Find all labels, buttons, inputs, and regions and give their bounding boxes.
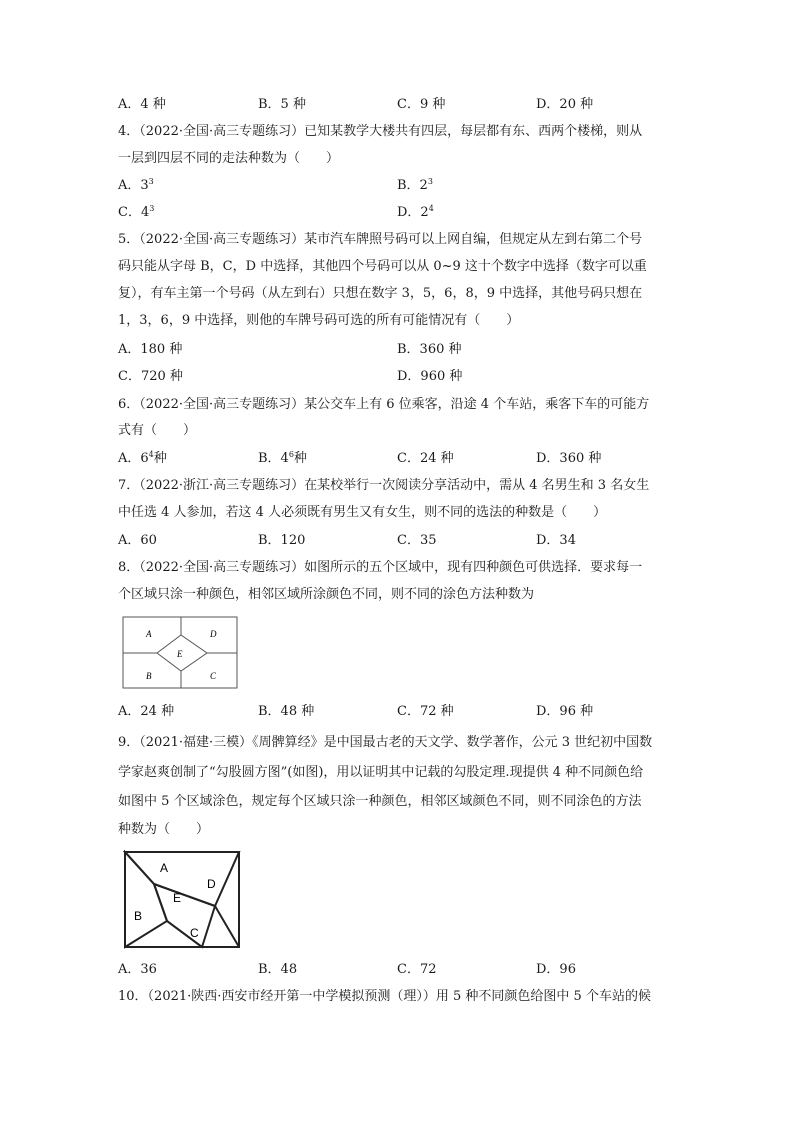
q9-label-d: D (207, 877, 216, 891)
q4-option-a: A．$3^3$ (118, 177, 154, 193)
q9-label-a: A (160, 861, 169, 875)
q7-stem-line: 7．（2022·浙江·高三专题练习）在某校举行一次阅读分享活动中，需从 4 名男生和 3 名女生 (118, 478, 650, 493)
q5-option-a: A．180 种 (118, 342, 183, 357)
q7-stem-line: 中任选 4 人参加，若这 4 人必须既有男生又有女生，则不同的选法的种数是（ ） (118, 505, 607, 520)
q9-option-d: D．96 (536, 962, 576, 977)
q5-stem-line: 5．（2022·全国·高三专题练习）某市汽车牌照号码可以上网自编，但规定从左到右第二个号 (118, 232, 643, 247)
q8-option-c: C．72 种 (397, 704, 454, 719)
q9-label-e: E (173, 891, 182, 905)
q4-stem-line: 4．（2022·全国·高三专题练习）已知某教学大楼共有四层，每层都有东、西两个楼梯，则从 (118, 124, 643, 139)
q8-option-b: B．48 种 (258, 704, 315, 719)
q9-stem-line: 学家赵爽创制了“勾股圆方图”(如图)，用以证明其中记载的勾股定理.现提供 4 种不同颜色给 (118, 765, 644, 780)
q9-region-e (154, 884, 215, 947)
q6-option-c: C．24 种 (397, 451, 454, 466)
q8-option-d: D．96 种 (536, 704, 594, 719)
q5-stem-line: 码只能从字母 B，C，D 中选择，其他四个号码可以从 0~9 这十个数字中选择（数字可以重 (118, 259, 647, 274)
q9-option-b: B．48 (258, 962, 298, 977)
q9-label-c: C (190, 926, 199, 940)
q5-stem-line: 复），有车主第一个号码（从左到右）只想在数字 3，5，6，8，9 中选择，其他号码只想在 (118, 286, 643, 301)
q7-option-d: D．34 (536, 533, 576, 548)
q8-label-c: C (210, 671, 217, 681)
q9-gougu-square-diagram (123, 850, 241, 950)
q9-diagram-divider (215, 906, 239, 947)
q8-label-e: E (177, 649, 183, 659)
q8-label-a: A (146, 629, 152, 639)
q5-option-c: C．720 种 (118, 369, 183, 384)
q7-option-b: B．120 (258, 533, 306, 548)
q9-stem-line: 9．（2021·福建·三模）《周髀算经》是中国最古老的天文学、数学著作，公元 3 世纪初中国数 (118, 735, 653, 750)
q6-option-b: B．$4^6$种 (258, 450, 307, 466)
q6-option-a: A．$6^4$种 (118, 450, 167, 466)
q6-stem-line: 6．（2022·全国·高三专题练习）某公交车上有 6 位乘客，沿途 4 个车站，乘客下车的可能方 (118, 397, 650, 412)
q4-stem-line: 一层到四层不同的走法种数为（ ） (118, 151, 340, 166)
q9-option-c: C．72 (397, 962, 437, 977)
q5-option-b: B．360 种 (397, 342, 462, 357)
q8-five-region-diagram (122, 616, 240, 690)
q5-stem-line: 1，3，6，9 中选择，则他的车牌号码可选的所有可能情况有（ ） (118, 313, 520, 328)
q8-stem-line: 个区域只涂一种颜色，相邻区域所涂颜色不同，则不同的涂色方法种数为 (118, 587, 535, 602)
q7-option-a: A．60 (118, 533, 157, 548)
q6-option-d: D．360 种 (536, 451, 602, 466)
q3-option-a: A．4 种 (118, 97, 166, 112)
q8-stem-line: 8．（2022·全国·高三专题练习）如图所示的五个区域中，现有四种颜色可供选择．要求每一 (118, 560, 643, 575)
q3-option-b: B．5 种 (258, 97, 306, 112)
q10-stem-line: 10．（2021·陕西·西安市经开第一中学模拟预测（理））用 5 种不同颜色给图中 5 个车站的候 (118, 989, 651, 1004)
q9-stem-line: 种数为（ ） (118, 822, 210, 837)
q8-label-d: D (210, 629, 217, 639)
q6-stem-line: 式有（ ） (118, 423, 197, 438)
q7-option-c: C．35 (397, 533, 437, 548)
q3-option-d: D．20 种 (536, 97, 594, 112)
q8-option-a: A．24 种 (118, 704, 175, 719)
q8-label-b: B (146, 671, 152, 681)
q4-option-d: D．$2^4$ (397, 204, 434, 220)
q5-option-d: D．960 种 (397, 369, 463, 384)
q4-option-c: C．$4^3$ (118, 204, 155, 220)
q9-stem-line: 如图中 5 个区域涂色，规定每个区域只涂一种颜色，相邻区域颜色不同，则不同涂色的方法 (118, 794, 642, 809)
q9-region-a (125, 852, 239, 906)
q9-label-b: B (134, 909, 143, 923)
q3-option-c: C．9 种 (397, 97, 446, 112)
q4-option-b: B．$2^3$ (397, 177, 433, 193)
q9-option-a: A．36 (118, 962, 157, 977)
